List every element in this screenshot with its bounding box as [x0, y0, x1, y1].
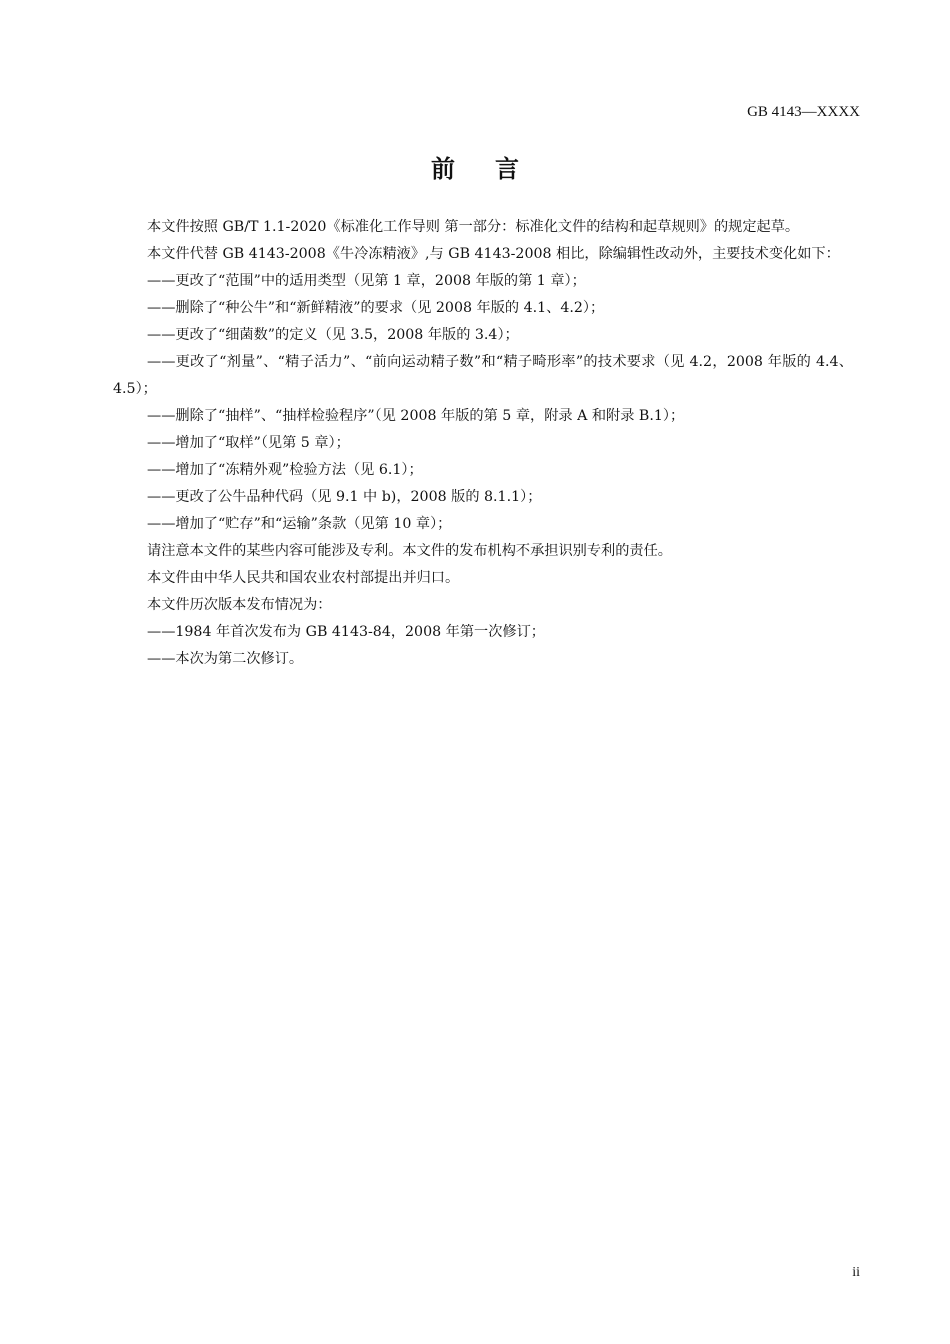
paragraph-history-intro: 本文件历次版本发布情况为：	[147, 597, 332, 613]
page-title: 前言	[431, 155, 559, 183]
change-item: ——增加了“冻精外观”检验方法（见 6.1）；	[147, 462, 423, 478]
change-item: ——删除了“抽样”、“抽样检验程序”（见 2008 年版的第 5 章，附录 A 和附录 B.1）；	[147, 408, 685, 424]
change-item: ——更改了“细菌数”的定义（见 3.5，2008 年版的 3.4）；	[147, 327, 519, 343]
change-item: ——更改了“剂量”、“精子活力”、“前向运动精子数”和“精子畸形率”的技术要求（见 4.2，2008 年版的 4.4、4.5）；	[113, 354, 853, 397]
change-item: ——删除了“种公牛”和“新鲜精液”的要求（见 2008 年版的 4.1、4.2）；	[147, 300, 605, 316]
paragraph-drafting-basis: 本文件按照 GB/T 1.1-2020《标准化工作导则 第一部分：标准化文件的结构和起草规则》的规定起草。	[147, 219, 800, 235]
history-item: ——1984 年首次发布为 GB 4143-84，2008 年第一次修订；	[147, 624, 545, 640]
history-item: ——本次为第二次修订。	[147, 651, 304, 667]
change-item: ——增加了“取样”（见第 5 章）；	[147, 435, 350, 451]
page-number: ii	[852, 1265, 860, 1280]
document-code: GB 4143—XXXX	[747, 104, 860, 120]
change-item: ——增加了“贮存”和“运输”条款（见第 10 章）；	[147, 516, 452, 532]
change-item: ——更改了公牛品种代码（见 9.1 中 b)，2008 版的 8.1.1）；	[147, 489, 542, 505]
paragraph-replacement-note: 本文件代替 GB 4143-2008《牛冷冻精液》,与 GB 4143-2008 相比，除编辑性改动外，主要技术变化如下：	[147, 246, 840, 262]
change-item: ——更改了“范围”中的适用类型（见第 1 章，2008 年版的第 1 章）；	[147, 273, 586, 289]
paragraph-patent-notice: 请注意本文件的某些内容可能涉及专利。本文件的发布机构不承担识别专利的责任。	[147, 543, 672, 559]
foreword-body	[113, 214, 853, 673]
paragraph-proposer: 本文件由中华人民共和国农业农村部提出并归口。	[147, 570, 460, 586]
